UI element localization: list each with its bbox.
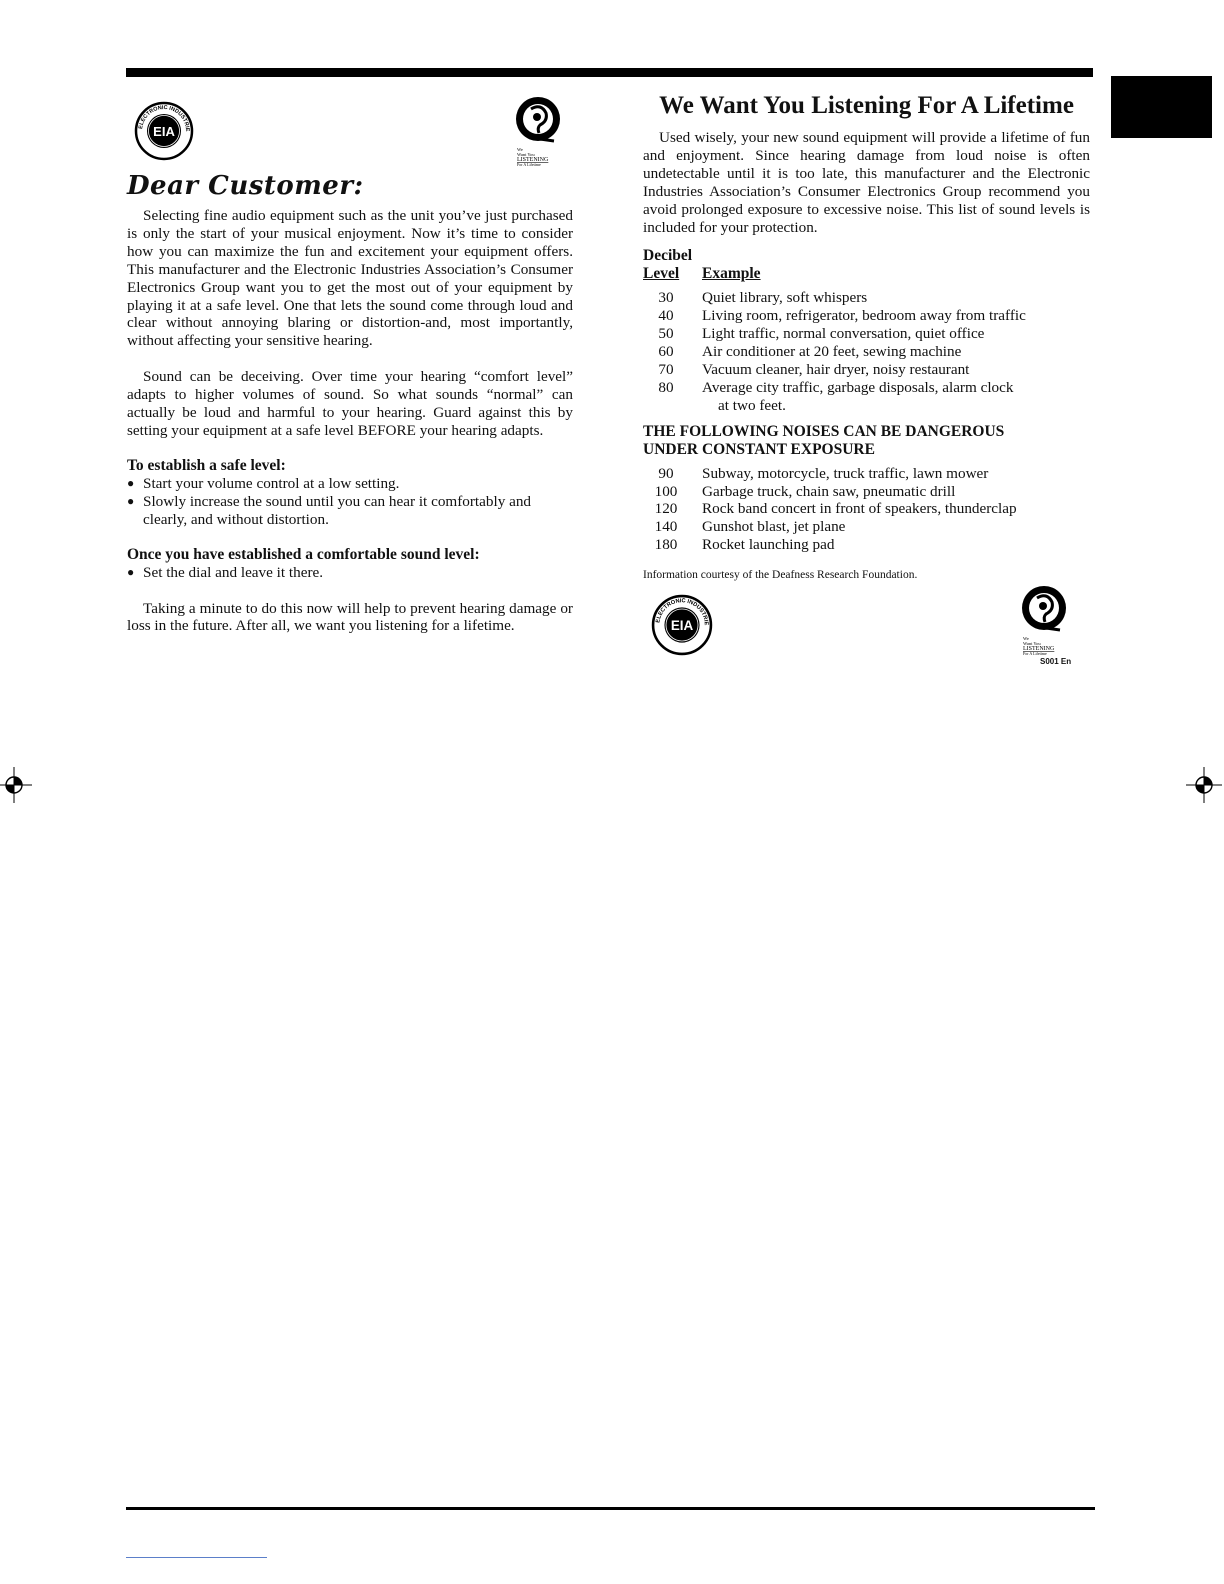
svg-text:LISTENING: LISTENING bbox=[517, 157, 549, 163]
sound-level-info bbox=[643, 90, 1090, 670]
level-cell: 40 bbox=[658, 307, 674, 325]
level-cell: 60 bbox=[658, 343, 674, 361]
level-cell: 100 bbox=[654, 482, 678, 500]
danger-heading bbox=[643, 423, 1090, 459]
eia-seal-icon bbox=[651, 594, 713, 656]
registration-mark-left-icon bbox=[0, 767, 32, 803]
level-cell: 120 bbox=[654, 500, 678, 518]
table-row bbox=[643, 379, 1090, 415]
example-cell: Gunshot blast, jet plane bbox=[702, 518, 846, 536]
svg-text:ELECTRONIC INDUSTRIES: ELECTRONIC INDUSTRIE bbox=[138, 104, 191, 132]
table-row bbox=[643, 325, 1090, 343]
info-credit: Information courtesy of the Deafness Research Foundation. bbox=[643, 569, 918, 582]
svg-text:For A Lifetime: For A Lifetime bbox=[517, 162, 541, 167]
table-row bbox=[643, 500, 1090, 518]
danger-heading-line-1: THE FOLLOWING NOISES CAN BE DANGEROUS bbox=[643, 422, 1005, 440]
svg-text:For A Lifetime: For A Lifetime bbox=[1023, 651, 1047, 657]
table-row bbox=[643, 483, 1090, 501]
letter-paragraph-1: Selecting fine audio equipment such as the unit you’ve just purchased is only the start of your musical enjoyment. Now it’s time to consider how you can maximize the fun and excitement your equipment offers. This manufacturer and the Electronic Industries Association’s Consumer Electronics Group want you to get the most out of your equipment by playing it at a safe level. One that lets the sound come through loud and clear without annoying blaring or distortion-and, most importantly, without affecting your sensitive hearing. bbox=[127, 207, 573, 350]
level-cell: 180 bbox=[654, 536, 678, 554]
example-continuation: at two feet. bbox=[718, 396, 786, 414]
svg-text:EIA: EIA bbox=[670, 618, 694, 634]
example-text: Average city traffic, garbage disposals, alarm clock bbox=[702, 378, 1014, 396]
svg-text:Want You: Want You bbox=[517, 152, 535, 157]
info-intro: Used wisely, your new sound equipment will provide a lifetime of fun and enjoyment. Since hearing damage from loud noise is often undetectable until it is too late, this manufacturer and the Electronic Industries Association’s Consumer Electronics Group recommend you avoid prolonged exposure to excessive noise. This list of sound levels is included for your protection. bbox=[643, 129, 1090, 236]
bottom-rule bbox=[126, 1507, 1095, 1510]
level-cell: 140 bbox=[654, 518, 678, 536]
example-cell: Living room, refrigerator, bedroom away from traffic bbox=[702, 307, 1026, 325]
example-cell: Quiet library, soft whispers bbox=[702, 289, 868, 307]
svg-text:EIA: EIA bbox=[153, 124, 175, 139]
letter-paragraph-3: Taking a minute to do this now will help to prevent hearing damage or loss in the future. After all, we want you listening for a lifetime. bbox=[127, 599, 573, 635]
top-rule bbox=[126, 68, 1093, 77]
table-row bbox=[643, 518, 1090, 536]
dear-customer-letter bbox=[127, 95, 573, 635]
ear-listening-icon bbox=[514, 95, 564, 167]
comfortable-level-list bbox=[127, 564, 573, 582]
eia-seal-icon bbox=[134, 101, 194, 161]
safe-level-step: ● Start your volume control at a low setting. bbox=[127, 475, 573, 493]
example-column-header: Example bbox=[702, 265, 761, 283]
level-cell: 80 bbox=[658, 378, 674, 396]
document-code: S001 En bbox=[1040, 657, 1072, 667]
example-cell: Light traffic, normal conversation, quiet office bbox=[702, 325, 985, 343]
example-cell bbox=[689, 379, 1090, 415]
example-cell: Vacuum cleaner, hair dryer, noisy restaurant bbox=[702, 361, 970, 379]
level-cell: 50 bbox=[658, 325, 674, 343]
level-cell: 90 bbox=[658, 464, 674, 482]
example-cell: Air conditioner at 20 feet, sewing machine bbox=[702, 343, 962, 361]
safe-levels-table bbox=[643, 289, 1090, 414]
registration-mark-right-icon bbox=[1186, 767, 1222, 803]
ear-listening-icon bbox=[1020, 584, 1070, 656]
svg-text:ELECTRONIC INDUSTRIES: ELECTRONIC INDUSTRIE bbox=[655, 598, 709, 626]
svg-text:LISTENING: LISTENING bbox=[1023, 646, 1055, 653]
info-logo-row bbox=[643, 588, 1090, 670]
table-row bbox=[643, 289, 1090, 307]
comfortable-level-heading: Once you have established a comfortable sound level: bbox=[127, 545, 480, 563]
table-row bbox=[643, 361, 1090, 379]
comfortable-level-step: ● Set the dial and leave it there. bbox=[127, 564, 573, 582]
example-cell: Rock band concert in front of speakers, thunderclap bbox=[702, 500, 1017, 518]
example-cell: Rocket launching pad bbox=[702, 536, 835, 554]
safe-level-list bbox=[127, 475, 573, 529]
svg-text:We: We bbox=[517, 147, 523, 152]
example-cell: Subway, motorcycle, truck traffic, lawn mower bbox=[702, 464, 989, 482]
safe-level-heading: To establish a safe level: bbox=[127, 456, 286, 474]
danger-levels-table bbox=[643, 465, 1090, 555]
level-cell: 30 bbox=[658, 289, 674, 307]
table-row bbox=[643, 307, 1090, 325]
section-tab bbox=[1111, 76, 1212, 138]
level-cell: 70 bbox=[658, 361, 674, 379]
letter-paragraph-2: Sound can be deceiving. Over time your hearing “comfort level” adapts to higher volumes of sound. So what sounds “normal” can actually be loud and harmful to your hearing. Guard against this by setting your equipment at a safe level BEFORE your hearing adapts. bbox=[127, 368, 573, 439]
decibel-header-label: Decibel bbox=[643, 247, 693, 265]
danger-heading-line-2: UNDER CONSTANT EXPOSURE bbox=[643, 440, 875, 458]
example-cell: Garbage truck, chain saw, pneumatic drill bbox=[702, 482, 956, 500]
table-row bbox=[643, 343, 1090, 361]
info-title: We Want You Listening For A Lifetime bbox=[659, 92, 1074, 119]
level-column-header: Level bbox=[643, 265, 680, 283]
svg-text:Want You: Want You bbox=[1023, 641, 1041, 647]
letter-logo-row bbox=[127, 95, 573, 173]
table-row bbox=[643, 536, 1090, 554]
table-row bbox=[643, 465, 1090, 483]
decibel-table-header bbox=[643, 247, 1090, 283]
greeting-heading: Dear Customer: bbox=[127, 171, 364, 201]
safe-level-step: ● Slowly increase the sound until you can hear it comfortably and clearly, and without distortion. bbox=[127, 493, 573, 529]
footer-link-line bbox=[126, 1557, 267, 1558]
svg-text:We: We bbox=[1023, 636, 1029, 642]
